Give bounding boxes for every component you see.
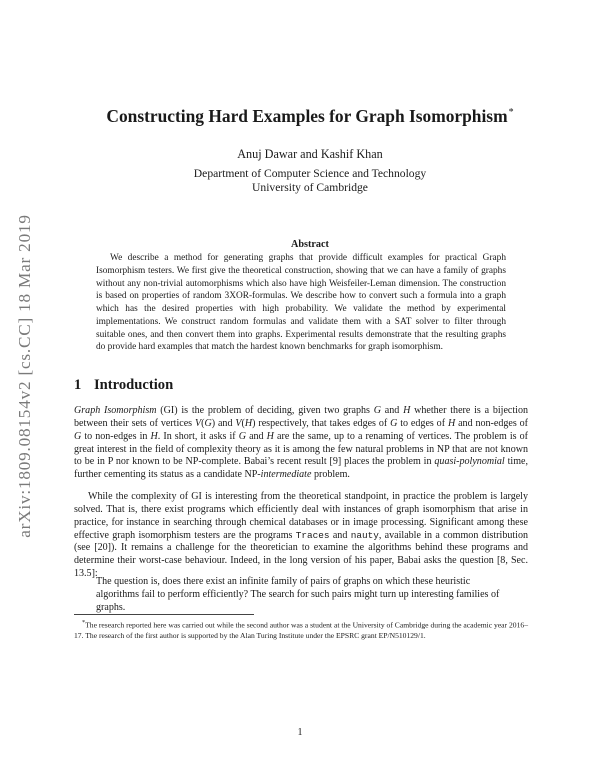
- p2-c: , available in a common distribution (see [20]). It remains a challenge for the theoretician to examine the algorithms behind these programs and determine their worst-case behaviour. Indeed, in the long version of his paper, Babai asks the question [8, Sec. 13.5]:: [74, 529, 528, 580]
- p1-v: . In short, it asks if: [157, 430, 239, 442]
- p1-x: and: [246, 430, 267, 442]
- p1-h: (: [201, 417, 205, 429]
- arxiv-stamp-text: arXiv:1809.08154v2 [cs.CC] 18 Mar 2019: [15, 214, 34, 538]
- p1-p: to edges of: [397, 417, 448, 429]
- abstract-text: We describe a method for generating graphs that provide difficult examples for practical Graph Isomorphism testers. We first give the theoretical construction, showing that we can have a family of graphs without any non-trivial automorphisms which also have high Weisfeiler-Leman dimension. The construction is based on properties of random 3XOR-formulas. We describe how to convert such a formula into a graph which has the desired properties with high probability. We validate the method by experimental implementations. We construct random formulas and validate them with a SAT solver to filter through suitable ones, and then convert them into graphs. Experimental results demonstrate that the resulting graphs do provide hard examples that match the hardest known benchmarks for graph isomorphism.: [96, 253, 506, 353]
- authors: Anuj Dawar and Kashif Khan: [237, 147, 383, 161]
- term-intermediate: intermediate: [260, 469, 312, 481]
- p1-f: whether there is a bijection between their sets of vertices: [74, 405, 528, 429]
- paper-title: [60, 106, 560, 127]
- section-heading: [74, 377, 173, 394]
- math-h: H: [447, 417, 456, 429]
- program-nauty: nauty: [350, 529, 379, 541]
- intro-paragraph-1: [74, 405, 528, 482]
- footnote-text: The research reported here was carried out while the second author was a student at the University of Cambridge during the academic year 2016–17. The research of the first author is supported by the Alan Turing Institute under the EPSRC grant EP/N510129/1.: [74, 620, 528, 640]
- footnote-mark: *: [82, 619, 86, 626]
- math-g: G: [238, 430, 246, 442]
- section-title: Introduction: [94, 377, 174, 393]
- p2-a: While the complexity of GI is interesting from the theoretical standpoint, in practice the problem is largely solved. That is, there exist programs which efficiently deal with instances of graph isomorphism that arise in practice, for instance in searching through chemical databases or in image processing. Significant among these effective graph isomorphism testers are the programs: [74, 491, 528, 541]
- term-graph-isomorphism: Graph Isomorphism: [74, 405, 157, 416]
- affiliation: [60, 167, 560, 194]
- program-traces: Traces: [295, 529, 330, 541]
- p1-n: ) respectively, that takes edges of: [252, 417, 391, 429]
- math-h: H: [403, 405, 411, 416]
- arxiv-stamp: [14, 203, 36, 549]
- math-g: G: [204, 417, 212, 429]
- abstract-heading: Abstract: [291, 239, 329, 250]
- math-g: G: [74, 430, 82, 442]
- p1-d: and: [380, 405, 404, 416]
- math-g: G: [390, 417, 398, 429]
- intro-paragraph-2: [74, 491, 528, 581]
- math-h: H: [266, 430, 274, 442]
- title-text: Constructing Hard Examples for Graph Isomorphism: [106, 106, 508, 126]
- footnote-rule: [74, 614, 254, 615]
- p1-qp-after: time, further cementing its status as a candidate NP-: [74, 456, 528, 481]
- title-footnote-mark: *: [508, 107, 514, 118]
- affiliation-dept: Department of Computer Science and Technology: [193, 167, 427, 180]
- footnote: [74, 618, 528, 641]
- p1-r: and non-edges of: [455, 417, 529, 429]
- p1-end: problem.: [311, 469, 350, 481]
- p1-l: (: [241, 417, 245, 429]
- p1-j: ) and: [211, 417, 236, 429]
- page-number: 1: [297, 727, 303, 738]
- p2-b: and: [329, 529, 351, 541]
- p1-t: to non-edges in: [81, 430, 151, 442]
- p1-z: are the same, up to a renaming of vertices. The problem is of great interest in the field of complexity theory as it is among the few natural problems in NP that are not known to be in P nor known to be NP-complete. Babai’s recent result [9] places the problem in: [74, 430, 529, 468]
- math-h: H: [150, 430, 158, 442]
- math-g: G: [373, 405, 381, 416]
- math-v: V: [194, 417, 202, 429]
- babai-quote: The question is, does there exist an infinite family of pairs of graphs on which these heuristic algorithms fail to perform efficiently? The search for such pairs might turn up interesting families of graphs.: [96, 576, 500, 613]
- math-v: V: [235, 417, 242, 429]
- term-quasi-polynomial: quasi-polynomial: [434, 456, 505, 468]
- section-number: 1: [74, 377, 82, 393]
- math-h: H: [244, 417, 253, 429]
- affiliation-univ: University of Cambridge: [252, 180, 368, 194]
- p1-b: (GI) is the problem of deciding, given two graphs: [156, 405, 374, 416]
